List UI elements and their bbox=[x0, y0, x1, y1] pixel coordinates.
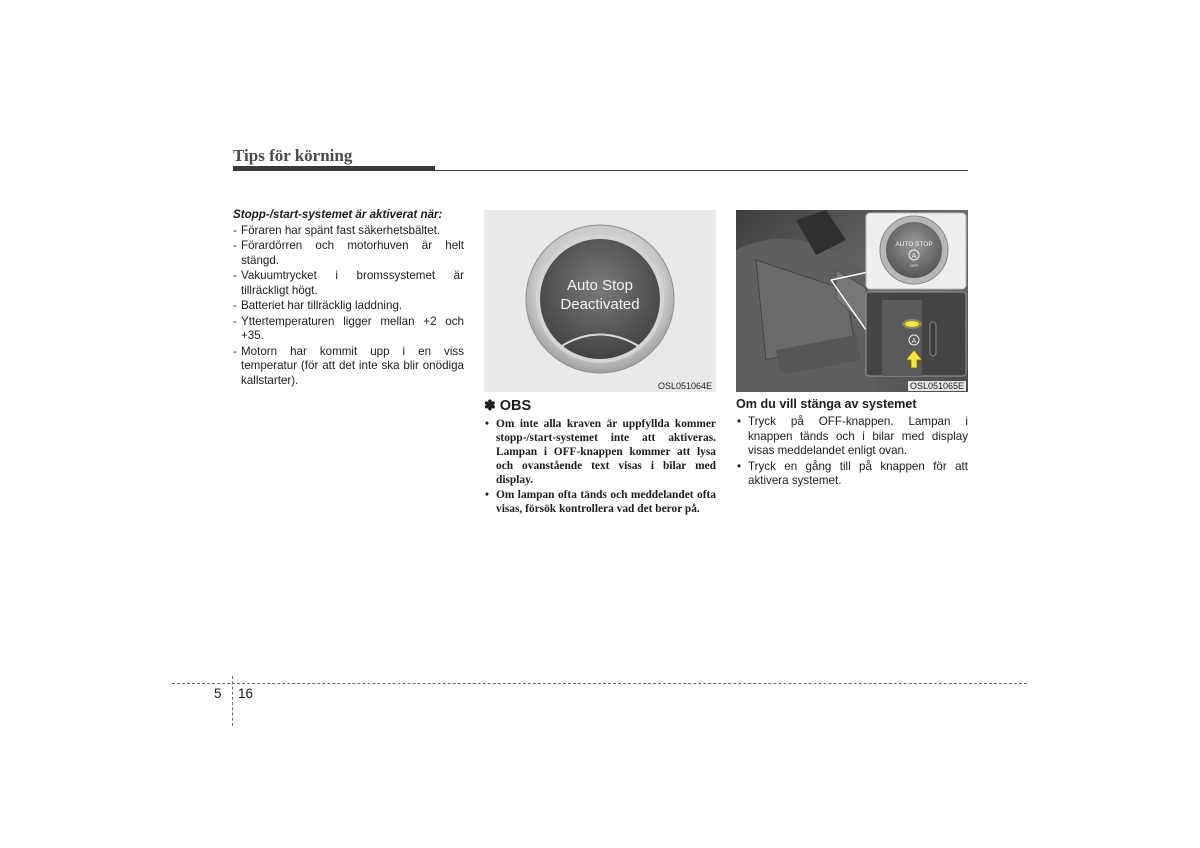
obs-title-text: OBS bbox=[499, 398, 532, 414]
button-off-text: OFF bbox=[910, 263, 918, 268]
dashboard-button-figure bbox=[736, 210, 968, 392]
conditions-intro: Stopp-/start-systemet är aktiverat när: bbox=[233, 208, 443, 221]
condition-item: - Motorn har kommit upp i en viss temperatur (för att det inte ska blir onödiga kallstarter). bbox=[233, 345, 464, 389]
condition-item: - Förardörren och motorhuven är helt stängd. bbox=[233, 239, 464, 268]
page-header-title: Tips för körning bbox=[233, 146, 353, 165]
obs-note bbox=[484, 396, 716, 517]
obs-item: • Om lampan ofta tänds och meddelandet ofta visas, försök kontrollera vad det beror på. bbox=[484, 488, 716, 516]
obs-star-icon: ✽ bbox=[484, 397, 496, 413]
instructions-list bbox=[736, 415, 968, 489]
footer-rule bbox=[172, 683, 1027, 684]
activation-conditions bbox=[233, 208, 464, 389]
condition-item: - Batteriet har tillräcklig laddning. bbox=[233, 299, 464, 314]
condition-item: - Yttertemperaturen ligger mellan +2 och +35. bbox=[233, 315, 464, 344]
auto-stop-display-figure bbox=[484, 210, 716, 392]
footer-divider bbox=[232, 676, 233, 726]
display-text-line1: Auto Stop bbox=[567, 277, 633, 294]
obs-list bbox=[484, 417, 716, 516]
figure-caption: OSL051065E bbox=[909, 381, 964, 391]
dashboard-illustration bbox=[736, 210, 968, 392]
auto-stop-gauge-illustration bbox=[484, 210, 716, 392]
svg-text:A: A bbox=[911, 253, 917, 260]
conditions-list bbox=[233, 224, 464, 389]
display-text-line2: Deactivated bbox=[560, 296, 640, 313]
page-number: 16 bbox=[238, 686, 254, 701]
condition-item: - Föraren har spänt fast säkerhetsbältet. bbox=[233, 224, 464, 239]
instruction-item: • Tryck en gång till på knappen för att aktivera systemet. bbox=[736, 460, 968, 489]
obs-title bbox=[484, 396, 716, 415]
condition-item: - Vakuumtrycket i bromssystemet är tillräckligt högt. bbox=[233, 269, 464, 298]
figure-caption: OSL051064E bbox=[657, 381, 712, 391]
svg-text:A: A bbox=[911, 338, 917, 345]
instruction-item: • Tryck på OFF-knappen. Lampan i knappen tänds och i bilar med display visas meddelandet enligt ovan. bbox=[736, 415, 968, 459]
chapter-number: 5 bbox=[214, 686, 222, 701]
button-label-text: AUTO STOP bbox=[895, 241, 933, 248]
section-title: Om du vill stänga av systemet bbox=[736, 397, 917, 411]
disable-system-section bbox=[736, 396, 968, 490]
obs-item: • Om inte alla kraven är uppfyllda kommer stopp-/start-systemet inte att aktiveras. Lampan i OFF-knappen kommer att lysa och ovanstående text visas i bilar med display. bbox=[484, 417, 716, 487]
header-rule bbox=[233, 170, 968, 171]
